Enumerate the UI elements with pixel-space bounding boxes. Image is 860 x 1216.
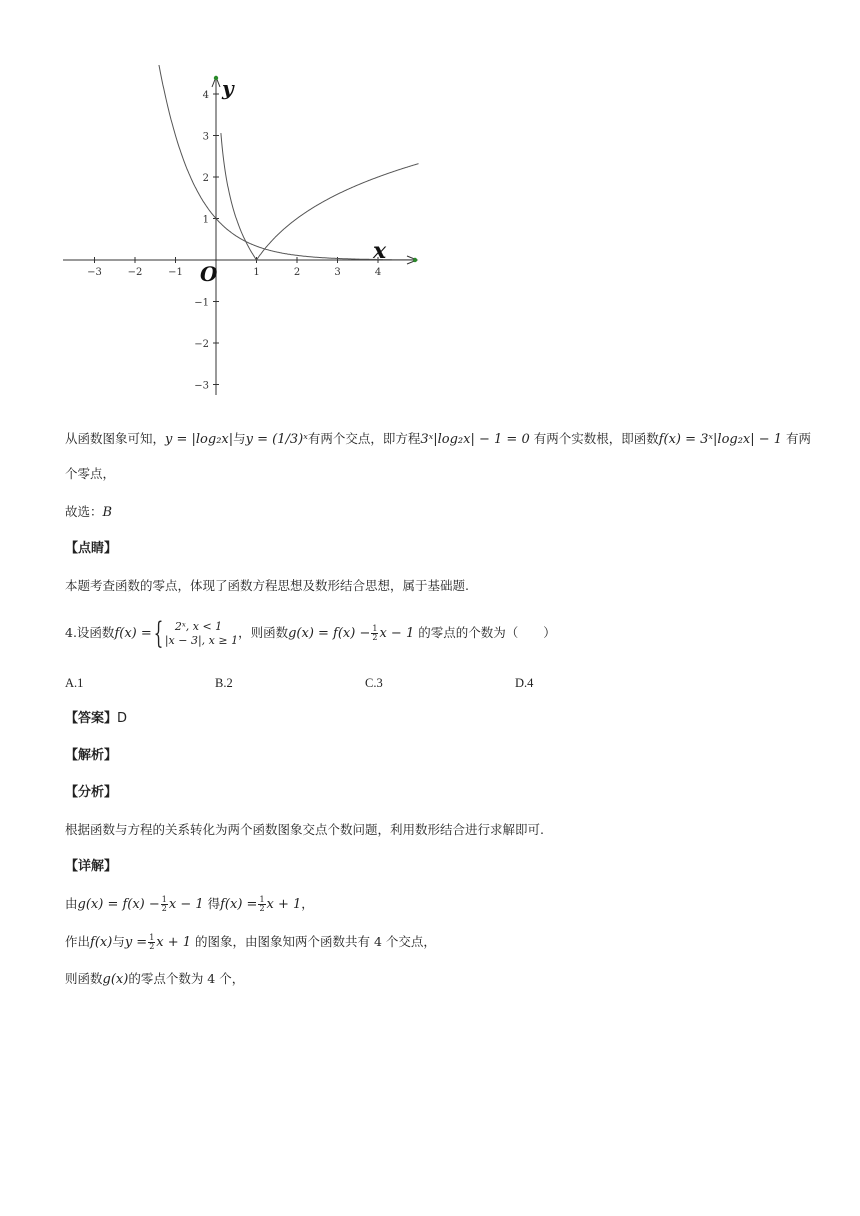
math-inline: f(x) [90,935,113,950]
option-b: B.2 [215,676,233,690]
option-d: D.4 [515,676,534,690]
piecewise-case-1: 2ˣ, x < 1 [174,619,223,633]
y-tick-label: −3 [194,380,209,392]
curve-abs-log2-x [221,133,419,260]
text-segment: 的图象，由图象知两个函数共有 4 个交点， [191,934,436,949]
x-tick-label: 4 [374,267,382,278]
math-inline: f(x) = 3ˣ|log₂x| − 1 [658,432,783,447]
y-axis-end-dot [214,76,218,80]
paragraph-summary: 本题考查函数的零点，体现了函数方程思想及数形结合思想，属于基础题. [65,578,469,593]
math-inline: 3ˣ|log₂x| − 1 = 0 [420,432,530,447]
y-tick-label: 1 [202,214,209,226]
fraction-half: $\frac{1}{2}$ [161,895,167,913]
origin-label: O [200,262,218,286]
heading-fenxi: 【分析】 [65,785,118,800]
answer-value: D [117,711,128,726]
text-segment: 与 [112,934,125,949]
piecewise-brace: { [153,615,164,651]
math-inline: y = (1/3)ˣ [245,432,308,447]
detail-line-2 [65,930,436,955]
paragraph-conclusion-cont: 个零点， [65,466,116,481]
text-segment: 作出 [65,934,91,949]
text-segment: 得 [203,896,221,911]
x-tick-label: 2 [293,267,301,278]
y-tick-label: −2 [194,339,209,350]
detail-line-3 [65,970,244,989]
math-inline: f(x) = [114,626,152,641]
piecewise-cases [165,620,238,648]
fraction-half: $\frac{1}{2}$ [149,933,155,951]
math-inline: x + 1 [156,935,192,950]
y-tick-label: 4 [202,90,209,101]
math-inline: g(x) = f(x) − [288,626,371,641]
x-axis-label: x [373,238,387,264]
text-segment: 与 [233,431,246,446]
answer-label: 【答案】 [65,711,118,726]
text-segment: ， [301,896,314,911]
math-inline: x − 1 [168,897,204,912]
detail-line-1 [65,892,314,917]
x-tick-label: −2 [127,267,143,278]
math-inline: y = [124,935,148,950]
question-4 [65,616,556,651]
math-inline: y = |log₂x| [165,432,234,447]
paragraph-conclusion [65,430,811,449]
paragraph-analysis: 根据函数与方程的关系转化为两个函数图象交点个数问题，利用数形结合进行求解即可. [65,822,544,837]
y-tick-label: 2 [202,173,209,184]
text-segment: 从函数图象可知， [65,431,166,446]
option-a: A.1 [65,676,84,690]
math-inline: f(x) = [220,897,258,912]
axis-ticks [95,94,382,385]
math-inline: x + 1 [266,897,302,912]
answer-choice-line [65,503,112,522]
axis-tick-labels [87,90,381,392]
y-axis-label: y [222,76,234,100]
curve-one-third-pow-x [158,65,414,260]
fraction-half: $\frac{1}{2}$ [372,624,378,642]
math-inline: g(x) [102,972,129,987]
answer-line [65,710,127,728]
x-tick-label: −1 [168,267,183,278]
x-tick-label: 3 [334,267,341,278]
y-tick-label: −1 [194,297,209,309]
x-tick-label: 1 [253,267,260,278]
text-segment: 有两个实数根，即函数 [529,431,659,446]
heading-jiexi: 【解析】 [65,748,118,763]
text-segment: 有两 [782,431,812,446]
text-segment: ，则函数 [238,625,289,640]
y-tick-label: 3 [202,131,209,143]
math-inline: x − 1 [379,626,415,641]
heading-dianjing: 【点睛】 [65,541,118,556]
text-segment: 有两个交点，即方程 [307,431,421,446]
math-inline: B [102,505,113,520]
text-segment: 由 [65,896,78,911]
text-segment: 的零点的个数为（ ） [414,625,556,640]
math-inline: g(x) = f(x) − [77,897,160,912]
option-c: C.3 [365,676,383,690]
x-tick-label: −3 [87,267,102,278]
fraction-half: $\frac{1}{2}$ [259,895,265,913]
text-segment: 的零点个数为 4 个， [128,971,245,986]
function-graph [55,65,430,400]
piecewise-case-2: |x − 3|, x ≥ 1 [164,633,239,647]
text-segment: 则函数 [65,971,103,986]
question-number: 4.设函数 [65,625,115,640]
heading-xiangjie: 【详解】 [65,859,118,874]
text-segment: 故选： [65,504,103,519]
